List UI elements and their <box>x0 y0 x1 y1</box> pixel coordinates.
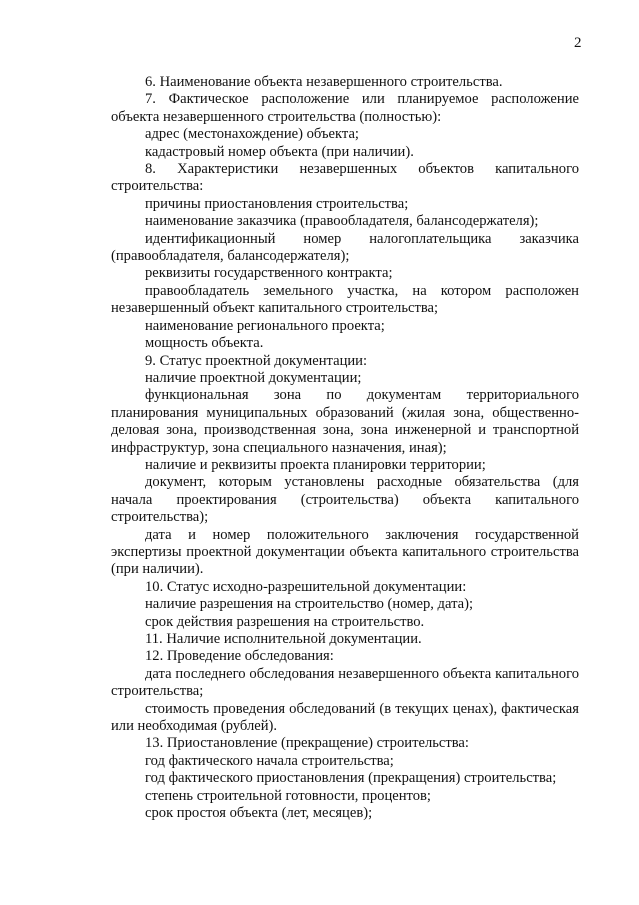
paragraph-construction-start-year: год фактического начала строительства; <box>145 752 394 769</box>
paragraph-capacity: мощность объекта. <box>145 335 264 352</box>
paragraph-address: адрес (местонахождение) объекта; <box>145 126 359 143</box>
paragraph-inspection-cost: стоимость проведения обследований (в текущих ценах), фактическая или необходимая (рублей). <box>111 700 579 735</box>
paragraph-item-9: 9. Статус проектной документации: <box>145 352 368 369</box>
page-number: 2 <box>574 35 582 51</box>
paragraph-item-8: 8. Характеристики незавершенных объектов капитального строительства: <box>111 161 579 195</box>
paragraph-downtime-period: срок простоя объекта (лет, месяцев); <box>145 805 373 822</box>
paragraph-item-11: 11. Наличие исполнительной документации. <box>145 631 422 647</box>
paragraph-customer-name: наименование заказчика (правообладателя, балансодержателя); <box>145 213 539 230</box>
paragraph-suspension-reasons: причины приостановления строительства; <box>145 195 409 212</box>
paragraph-regional-project: наименование регионального проекта; <box>145 317 385 334</box>
paragraph-expertise-conclusion: дата и номер положительного заключения государственной экспертизы проектной документации объекта капитального строительства (при наличии). <box>111 526 579 578</box>
paragraph-suspension-year: год фактического приостановления (прекращения) строительства; <box>145 770 557 787</box>
paragraph-state-contract: реквизиты государственного контракта; <box>145 265 393 282</box>
document-body <box>111 74 579 822</box>
paragraph-item-10: 10. Статус исходно-разрешительной документации: <box>145 578 467 595</box>
paragraph-project-docs-presence: наличие проектной документации; <box>145 369 362 386</box>
paragraph-item-7: 7. Фактическое расположение или планируемое расположение объекта незавершенного строительства (полностью): <box>111 91 579 125</box>
paragraph-permit-validity: срок действия разрешения на строительство. <box>145 613 425 630</box>
paragraph-item-6: 6. Наименование объекта незавершенного строительства. <box>145 74 503 90</box>
paragraph-territory-plan: наличие и реквизиты проекта планировки территории; <box>145 456 486 473</box>
paragraph-cadastral-number: кадастровый номер объекта (при наличии). <box>145 143 414 160</box>
paragraph-customer-inn: идентификационный номер налогоплательщика заказчика (правообладателя, балансодержателя); <box>111 230 579 265</box>
paragraph-land-owner: правообладатель земельного участка, на котором расположен незавершенный объект капитального строительства; <box>111 282 579 317</box>
paragraph-building-permit: наличие разрешения на строительство (номер, дата); <box>145 596 474 613</box>
paragraph-item-13: 13. Приостановление (прекращение) строительства: <box>145 735 469 752</box>
paragraph-last-inspection-date: дата последнего обследования незавершенного объекта капитального строительства; <box>111 665 579 700</box>
paragraph-functional-zone: функциональная зона по документам территориального планирования муниципальных образований (жилая зона, общественно-деловая зона, производственная зона, зона инженерной и транспортной инфраструктур, зона специального назначения, иная); <box>111 387 579 456</box>
paragraph-expenditure-document: документ, которым установлены расходные обязательства (для начала проектирования (строительства) объекта капитального строительства); <box>111 474 579 526</box>
paragraph-item-12: 12. Проведение обследования: <box>145 648 334 665</box>
paragraph-readiness-percent: степень строительной готовности, процентов; <box>145 787 431 804</box>
